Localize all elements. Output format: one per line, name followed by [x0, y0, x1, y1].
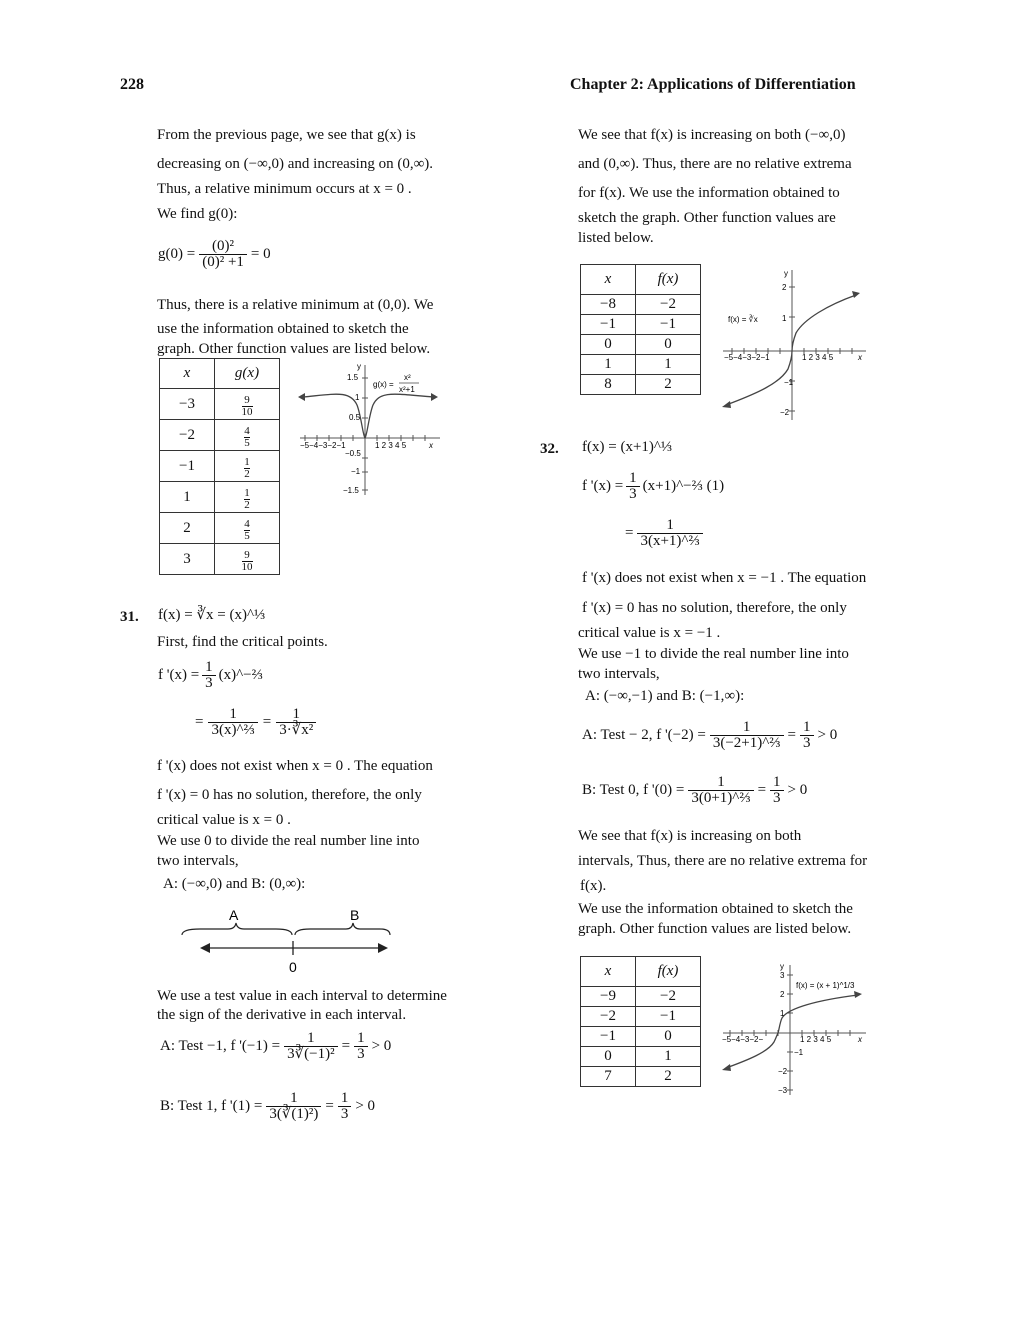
y-tick-label: 3 [780, 971, 785, 980]
table-row: −2 −1 [581, 1007, 701, 1027]
table-header-gx: g(x) [215, 359, 280, 389]
g0-rhs: = 0 [250, 246, 271, 262]
text-line: A: (−∞,0) and B: (0,∞): [163, 876, 306, 892]
x-tick-labels: 1 2 3 4 5 [802, 353, 834, 362]
text-line: f '(x) = 0 has no solution, therefore, the only [157, 787, 422, 803]
table-row: −3 $\frac{9}{10}$ [160, 389, 280, 420]
g0-equation [158, 232, 271, 276]
text-line: We find g(0): [157, 206, 238, 222]
text-line: f '(x) does not exist when x = 0 . The equation [157, 758, 433, 774]
text-line: intervals, Thus, there are no relative extrema for [578, 853, 868, 869]
interval-label-B: B [350, 907, 360, 923]
table-row: 7 2 [581, 1067, 701, 1087]
problem-number: 32. [540, 441, 559, 457]
g0-fraction [199, 239, 247, 270]
table-header-x: x [160, 359, 215, 389]
text-line: sketch the graph. Other function values are [578, 210, 836, 226]
table-header-fx: f(x) [636, 957, 701, 987]
p31-derivative-1: f '(x) = $\frac{1}{3}$ (x)^−⅔ [158, 658, 263, 691]
chapter-title: Chapter 2: Applications of Differentiation [570, 76, 856, 93]
text-line: We use 0 to divide the real number line into [157, 833, 420, 849]
interval-label-A: A [229, 907, 239, 923]
arrow-right [852, 291, 860, 298]
x-tick-labels: 1 2 3 4 5 [800, 1035, 832, 1044]
zero-label: 0 [289, 959, 297, 975]
y-tick-label: −0.5 [345, 449, 361, 458]
page-number: 228 [120, 76, 144, 93]
table-row: 3 $\frac{9}{10}$ [160, 544, 280, 575]
g-value-table [159, 358, 280, 575]
y-tick-label: 2 [782, 283, 787, 292]
table-row: 0 1 [581, 1047, 701, 1067]
y-axis-label: y [784, 269, 788, 278]
problem-number: 31. [120, 609, 139, 625]
graph-label: g(x) = [373, 380, 394, 389]
graph-label: f(x) = ∛x [728, 315, 758, 324]
table-header-x: x [581, 957, 636, 987]
text-line: listed below. [578, 230, 654, 246]
p32-test-B: B: Test 0, f '(0) = $\frac{1}{\text{3(0+1)\textasciicircum{}⅔}}$ = $\frac{1}{3}$ > 0 [582, 773, 808, 806]
y-tick-label: −2 [780, 408, 790, 417]
table-header-fx: f(x) [636, 265, 701, 295]
table-row: 8 2 [581, 375, 701, 395]
table-row: −1 0 [581, 1027, 701, 1047]
table-row: 1 1 [581, 355, 701, 375]
text-line: We see that f(x) is increasing on both [578, 828, 802, 844]
p32-function: f(x) = (x+1)^⅓ [582, 439, 673, 455]
text-line: We see that f(x) is increasing on both (−∞,0) [578, 127, 846, 143]
arrow-left [722, 1064, 731, 1071]
arrow-right [378, 943, 388, 953]
text-line: two intervals, [157, 853, 239, 869]
graph-f1 [718, 265, 868, 425]
arrow-right [854, 991, 862, 998]
x-axis-label: x [858, 1035, 862, 1044]
text-line: Thus, a relative minimum occurs at x = 0 . [157, 181, 412, 197]
text-line: critical value is x = −1 . [578, 625, 721, 641]
text-line: From the previous page, we see that g(x) is [157, 127, 416, 143]
text-line: two intervals, [578, 666, 660, 682]
table-row: −1 −1 [581, 315, 701, 335]
x-tick-labels: −5−4−3−2−1 [724, 353, 770, 362]
text-line: f '(x) = 0 has no solution, therefore, the only [582, 600, 847, 616]
y-tick-label: 1 [780, 1009, 785, 1018]
y-tick-label: −2 [778, 1067, 788, 1076]
graph-f2 [718, 960, 868, 1100]
y-tick-label: −3 [778, 1086, 788, 1095]
graph-label-num: x² [404, 373, 411, 382]
text-line: We use a test value in each interval to determine [157, 988, 447, 1004]
p32-test-A: A: Test − 2, f '(−2) = $\frac{1}{\text{3(−2+1)\textasciicircum{}⅔}}$ = $\frac{1}{3}$ > 0 [582, 718, 838, 751]
text-line: graph. Other function values are listed below. [157, 341, 431, 357]
text-line: First, find the critical points. [157, 634, 328, 650]
p32-derivative-1: f '(x) = $\frac{1}{3}$ (x+1)^−⅔ (1) [582, 469, 725, 502]
f2-value-table [580, 956, 701, 1087]
text-line: f(x). [580, 878, 607, 894]
arrow-left [298, 393, 305, 401]
text-line: f '(x) does not exist when x = −1 . The equation [582, 570, 867, 586]
g0-numerator: (0)² [212, 237, 235, 254]
text-line: We use the information obtained to sketch the [578, 901, 853, 917]
f1-value-table [580, 264, 701, 395]
y-tick-label: 1 [782, 314, 787, 323]
arrow-left [722, 401, 731, 408]
table-row: −2 $\frac{4}{5}$ [160, 420, 280, 451]
x-axis-label: x [858, 353, 862, 362]
y-tick-label: 1.5 [347, 373, 359, 382]
graph-label-den: x²+1 [399, 385, 415, 394]
y-axis-label: y [357, 362, 361, 371]
table-header-x: x [581, 265, 636, 295]
text-line: the sign of the derivative in each interval. [157, 1007, 407, 1023]
table-row: −9 −2 [581, 987, 701, 1007]
text-line: We use −1 to divide the real number line into [578, 646, 849, 662]
graph-g [295, 360, 445, 500]
arrow-left [200, 943, 210, 953]
y-tick-label: 1 [355, 393, 360, 402]
brace-A [182, 923, 292, 935]
y-tick-label: −1 [794, 1048, 804, 1057]
p31-test-A: A: Test −1, f '(−1) = $\frac{1}{\text{3∛(−1)²}}$ = $\frac{1}{3}$ > 0 [160, 1029, 392, 1062]
graph-label: f(x) = (x + 1)^1/3 [796, 981, 855, 990]
x-tick-labels: −5−4−3−2−1 [300, 441, 346, 450]
x-tick-labels: 1 2 3 4 5 [375, 441, 407, 450]
g0-denominator: (0)² +1 [199, 254, 247, 270]
y-tick-label: −1.5 [343, 486, 359, 495]
text-line: use the information obtained to sketch the [157, 321, 409, 337]
text-line: for f(x). We use the information obtained to [578, 185, 840, 201]
text-line: critical value is x = 0 . [157, 812, 291, 828]
x-axis-label: x [429, 441, 433, 450]
g0-lhs: g(0) = [158, 246, 196, 262]
y-tick-label: −1 [784, 378, 794, 387]
number-line [180, 905, 400, 975]
p31-derivative-2: = $\frac{1}{\text{3(x)\textasciicircum{}⅔}}$ = $\frac{1}{\text{3·∛x²}}$ [195, 702, 316, 742]
f1-curve [726, 295, 856, 405]
table-row: −1 $\frac{1}{2}$ [160, 451, 280, 482]
p31-test-B: B: Test 1, f '(1) = $\frac{1}{\text{3(∛(1)²)}}$ = $\frac{1}{3}$ > 0 [160, 1089, 376, 1122]
g-curve [303, 394, 433, 438]
y-tick-label: −1 [351, 467, 361, 476]
table-row: 0 0 [581, 335, 701, 355]
arrow-right [431, 393, 438, 401]
text-line: graph. Other function values are listed below. [578, 921, 852, 937]
brace-B [295, 923, 390, 935]
text-line: Thus, there is a relative minimum at (0,0). We [157, 297, 434, 313]
y-tick-label: 2 [780, 990, 785, 999]
text-line: decreasing on (−∞,0) and increasing on (0,∞). [157, 156, 434, 172]
p31-function: f(x) = ∛x = (x)^⅓ [158, 607, 266, 623]
text-line: A: (−∞,−1) and B: (−1,∞): [585, 688, 745, 704]
p32-derivative-2: = $\frac{1}{\text{3(x+1)\textasciicircum{}⅔}}$ [625, 512, 703, 554]
x-tick-labels: −5−4−3−2− [722, 1035, 764, 1044]
table-row: 1 $\frac{1}{2}$ [160, 482, 280, 513]
text-line: and (0,∞). Thus, there are no relative extrema [578, 156, 852, 172]
y-axis-label: y [780, 962, 784, 971]
y-tick-label: 0.5 [349, 413, 361, 422]
table-row: 2 $\frac{4}{5}$ [160, 513, 280, 544]
table-row: −8 −2 [581, 295, 701, 315]
